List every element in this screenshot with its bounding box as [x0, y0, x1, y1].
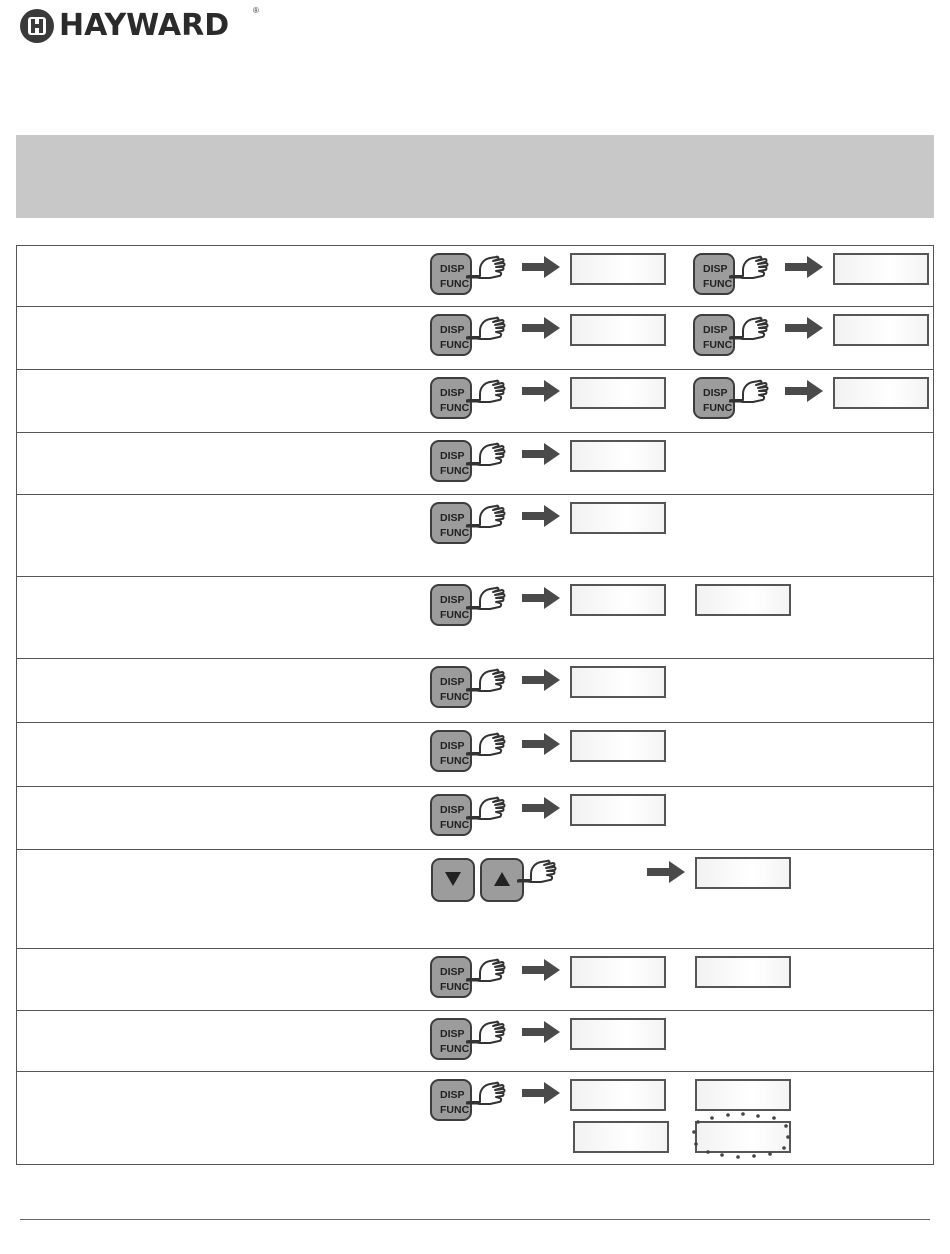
button-label-top: DISP — [440, 594, 465, 606]
right-arrow-icon — [522, 443, 560, 465]
button-label-top: DISP — [440, 387, 465, 399]
lcd-display-box — [833, 377, 929, 409]
button-label-top: DISP — [440, 450, 465, 462]
down-arrow-button[interactable] — [431, 858, 475, 902]
right-arrow-icon — [647, 861, 685, 883]
pointing-hand-icon — [729, 250, 777, 286]
down-arrow-icon — [445, 872, 461, 886]
lcd-display-box — [695, 1079, 791, 1111]
button-label-bottom: FUNC — [440, 339, 470, 351]
lcd-display-box — [570, 584, 666, 616]
right-arrow-icon — [522, 959, 560, 981]
button-label-bottom: FUNC — [703, 402, 733, 414]
lcd-display-box — [570, 314, 666, 346]
right-arrow-icon — [522, 587, 560, 609]
brand-logo — [20, 6, 259, 44]
button-label-top: DISP — [440, 676, 465, 688]
lcd-display-box — [570, 730, 666, 762]
button-label-bottom: FUNC — [440, 819, 470, 831]
right-arrow-icon — [522, 797, 560, 819]
pointing-hand-icon — [729, 311, 777, 347]
lcd-display-box — [570, 502, 666, 534]
blink-dots — [688, 1112, 798, 1162]
pointing-hand-icon — [466, 663, 514, 699]
button-label-bottom: FUNC — [440, 465, 470, 477]
button-label-top: DISP — [440, 512, 465, 524]
lcd-display-box — [570, 377, 666, 409]
button-label-top: DISP — [703, 324, 728, 336]
lcd-display-box — [570, 1018, 666, 1050]
pointing-hand-icon — [466, 1076, 514, 1112]
lcd-display-box — [573, 1121, 669, 1153]
button-label-bottom: FUNC — [703, 278, 733, 290]
pointing-hand-icon — [466, 791, 514, 827]
right-arrow-icon — [522, 317, 560, 339]
right-arrow-icon — [522, 733, 560, 755]
button-label-bottom: FUNC — [440, 527, 470, 539]
button-label-bottom: FUNC — [440, 755, 470, 767]
registered-mark: ® — [253, 6, 259, 15]
right-arrow-icon — [522, 256, 560, 278]
button-label-top: DISP — [703, 387, 728, 399]
lcd-display-box — [695, 584, 791, 616]
lcd-display-box — [695, 956, 791, 988]
pointing-hand-icon — [466, 1015, 514, 1051]
right-arrow-icon — [785, 317, 823, 339]
button-label-bottom: FUNC — [703, 339, 733, 351]
brand-name: HAYWARD — [59, 8, 230, 43]
button-label-top: DISP — [440, 324, 465, 336]
button-label-top: DISP — [440, 966, 465, 978]
lcd-display-box — [570, 1079, 666, 1111]
pointing-hand-icon — [466, 250, 514, 286]
right-arrow-icon — [522, 1082, 560, 1104]
right-arrow-icon — [522, 669, 560, 691]
button-label-bottom: FUNC — [440, 981, 470, 993]
pointing-hand-icon — [466, 374, 514, 410]
button-label-top: DISP — [703, 263, 728, 275]
pointing-hand-icon — [466, 499, 514, 535]
button-label-bottom: FUNC — [440, 1043, 470, 1055]
button-label-bottom: FUNC — [440, 691, 470, 703]
lcd-display-box — [695, 857, 791, 889]
lcd-display-box — [570, 440, 666, 472]
right-arrow-icon — [785, 256, 823, 278]
pointing-hand-icon — [466, 311, 514, 347]
pointing-hand-icon — [517, 854, 565, 890]
pointing-hand-icon — [466, 581, 514, 617]
right-arrow-icon — [522, 380, 560, 402]
lcd-display-box — [570, 794, 666, 826]
button-label-top: DISP — [440, 263, 465, 275]
button-label-bottom: FUNC — [440, 609, 470, 621]
lcd-display-box — [570, 956, 666, 988]
instruction-table — [16, 245, 934, 1165]
right-arrow-icon — [785, 380, 823, 402]
lcd-display-box — [570, 253, 666, 285]
button-label-top: DISP — [440, 804, 465, 816]
lcd-display-box — [833, 253, 929, 285]
up-arrow-icon — [494, 872, 510, 886]
button-label-bottom: FUNC — [440, 402, 470, 414]
title-banner — [16, 135, 934, 218]
button-label-top: DISP — [440, 1089, 465, 1101]
button-label-top: DISP — [440, 1028, 465, 1040]
button-label-bottom: FUNC — [440, 1104, 470, 1116]
pointing-hand-icon — [729, 374, 777, 410]
right-arrow-icon — [522, 1021, 560, 1043]
button-label-bottom: FUNC — [440, 278, 470, 290]
footer-divider — [20, 1219, 930, 1220]
hayward-logo-icon — [20, 9, 54, 43]
instruction-row — [17, 850, 933, 949]
lcd-display-box — [833, 314, 929, 346]
pointing-hand-icon — [466, 437, 514, 473]
button-label-top: DISP — [440, 740, 465, 752]
right-arrow-icon — [522, 505, 560, 527]
lcd-display-box — [570, 666, 666, 698]
pointing-hand-icon — [466, 953, 514, 989]
pointing-hand-icon — [466, 727, 514, 763]
